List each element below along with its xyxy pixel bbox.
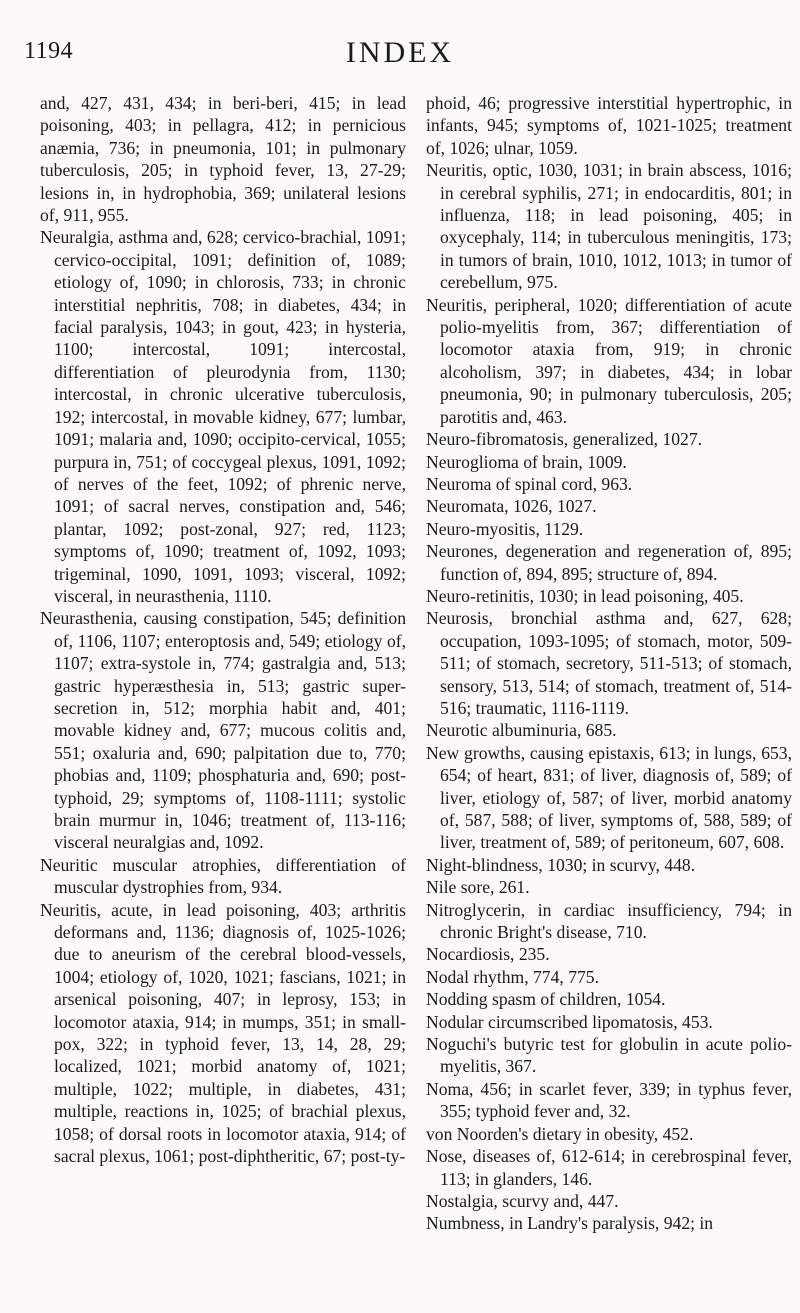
page-header — [0, 36, 800, 70]
index-entry: Noma, 456; in scarlet fever, 339; in typhus fever, 355; typhoid fever and, 32. — [426, 1078, 792, 1122]
index-entry: Neurasthenia, causing constipation, 545; definition of, 1106, 1107; enteroptosis and, 549; etiology of, 1107; extra-systole in, 774; gastralgia and, 513; gastric hyperæsthesia in, 513; gastric super-secretion in, 512; morphia habit and, 401; movable kidney and, 677; mucous colitis and, 551; oxaluria and, 690; palpitation due to, 770; phobias and, 1109; phosphaturia and, 690; post-typhoid, 29; symptoms of, 1108-1111; systolic brain murmur in, 1046; treatment of, 113-116; visceral neuralgias and, 1092. — [40, 608, 406, 853]
index-entry: Neuro-fibromatosis, generalized, 1027. — [426, 429, 703, 450]
index-entry: Neuritis, acute, in lead poisoning, 403; arthritis deformans and, 1136; diagnosis of, 1025-1026; due to aneurism of the cerebral blood-vessels, 1004; etiology of, 1020, 1021; fascians, 1021; in arsenical poisoning, 407; in leprosy, 153; in locomotor ataxia, 914; in mumps, 351; in small-pox, 322; in typhoid fever, 13, 14, 28, 29; localized, 1021; morbid anatomy of, 1021; multiple, 1022; multiple, in diabetes, 431; multiple, reactions in, 1025; of brachial plexus, 1058; of dorsal roots in locomotor ataxia, 914; of sacral plexus, 1061; post-diphtheritic, 67; post-ty- — [40, 899, 406, 1167]
index-entry: Neuralgia, asthma and, 628; cervico-brachial, 1091; cervico-occipital, 1091; definition of, 1089; etiology of, 1090; in chlorosis, 733; in chronic interstitial nephritis, 708; in diabetes, 434; in facial paralysis, 1043; in gout, 423; in hysteria, 1100; intercostal, 1091; intercostal, differentiation of pleurodynia from, 1130; intercostal, in chronic ulcerative tuberculosis, 192; intercostal, in movable kidney, 677; lumbar, 1091; malaria and, 1090; occipito-cervical, 1055; purpura in, 751; of coccygeal plexus, 1091, 1092; of nerves of the feet, 1092; of phrenic nerve, 1091; of sacral nerves, constipation and, 546; plantar, 1092; post-zonal, 927; red, 1123; symptoms of, 1090; treatment of, 1092, 1093; trigeminal, 1090, 1091, 1093; visceral, 1092; visceral, in neurasthenia, 1110. — [40, 227, 406, 606]
index-entry: Nitroglycerin, in cardiac insufficiency, 794; in chronic Bright's disease, 710. — [426, 899, 792, 943]
index-entry: Neuro-retinitis, 1030; in lead poisoning, 405. — [426, 585, 744, 606]
index-entry: Nodular circumscribed lipomatosis, 453. — [426, 1011, 713, 1032]
index-entry: Noguchi's butyric test for globulin in acute polio-myelitis, 367. — [426, 1034, 792, 1077]
index-entry: Neuritis, peripheral, 1020; differentiation of acute polio-myelitis from, 367; differentiation of locomotor ataxia from, 919; in chronic alcoholism, 397; in diabetes, 434; in lobar pneumonia, 90; in pulmonary tuberculosis, 205; parotitis and, 463. — [426, 294, 792, 427]
index-entry: Neurotic albuminuria, 685. — [426, 720, 617, 741]
index-entry: and, 427, 431, 434; in beri-beri, 415; in lead poisoning, 403; in pellagra, 412; in pernicious anæmia, 736; in pneumonia, 101; in pulmonary tuberculosis, 205; in typhoid fever, 13, 27-29; lesions in, in hydrophobia, 369; unilateral lesions of, 911, 955. — [40, 93, 406, 226]
index-entry: von Noorden's dietary in obesity, 452. — [426, 1123, 694, 1144]
index-entry: Nostalgia, scurvy and, 447. — [426, 1190, 619, 1211]
index-column-right — [426, 92, 792, 1235]
index-entry: Nose, diseases of, 612-614; in cerebrospinal fever, 113; in glanders, 146. — [426, 1146, 792, 1189]
index-entry: Nile sore, 261. — [426, 877, 530, 898]
index-entry: Neurones, degeneration and regeneration of, 895; function of, 894, 895; structure of, 894. — [426, 541, 792, 584]
index-column-left — [40, 92, 406, 1168]
index-entry: Numbness, in Landry's paralysis, 942; in — [426, 1213, 714, 1234]
index-entry: Nocardiosis, 235. — [426, 944, 550, 965]
index-entry: Neuro-myositis, 1129. — [426, 518, 584, 539]
index-entry: Neuritic muscular atrophies, differentiation of muscular dystrophies from, 934. — [40, 854, 406, 898]
index-entry: phoid, 46; progressive interstitial hypertrophic, in infants, 945; symptoms of, 1021-1025; treatment of, 1026; ulnar, 1059. — [426, 93, 792, 158]
index-entry: Nodal rhythm, 774, 775. — [426, 966, 599, 987]
index-entry: New growths, causing epistaxis, 613; in lungs, 653, 654; of heart, 831; of liver, diagnosis of, 589; of liver, etiology of, 587; of liver, morbid anatomy of, 587, 588; of liver, symptoms of, 588, 589; of liver, treatment of, 589; of peritoneum, 607, 608. — [426, 742, 792, 853]
index-entry: Neuroma of spinal cord, 963. — [426, 473, 633, 494]
index-entry: Neuromata, 1026, 1027. — [426, 496, 597, 517]
index-entry: Neuroglioma of brain, 1009. — [426, 451, 627, 472]
page-number: 1194 — [24, 38, 74, 64]
index-entry: Neuritis, optic, 1030, 1031; in brain abscess, 1016; in cerebral syphilis, 271; in endocarditis, 801; in influenza, 118; in lead poisoning, 405; in oxycephaly, 114; in tuberculous meningitis, 173; in tumors of brain, 1010, 1012, 1013; in tumor of cerebellum, 975. — [426, 160, 792, 293]
index-entry: Nodding spasm of children, 1054. — [426, 989, 666, 1010]
index-entry: Neurosis, bronchial asthma and, 627, 628; occupation, 1093-1095; of stomach, motor, 509-511; of stomach, secretory, 511-513; of stomach, sensory, 513, 514; of stomach, treatment of, 514-516; traumatic, 1116-1119. — [426, 608, 792, 718]
index-entry: Night-blindness, 1030; in scurvy, 448. — [426, 854, 696, 875]
running-head: INDEX — [345, 36, 455, 69]
